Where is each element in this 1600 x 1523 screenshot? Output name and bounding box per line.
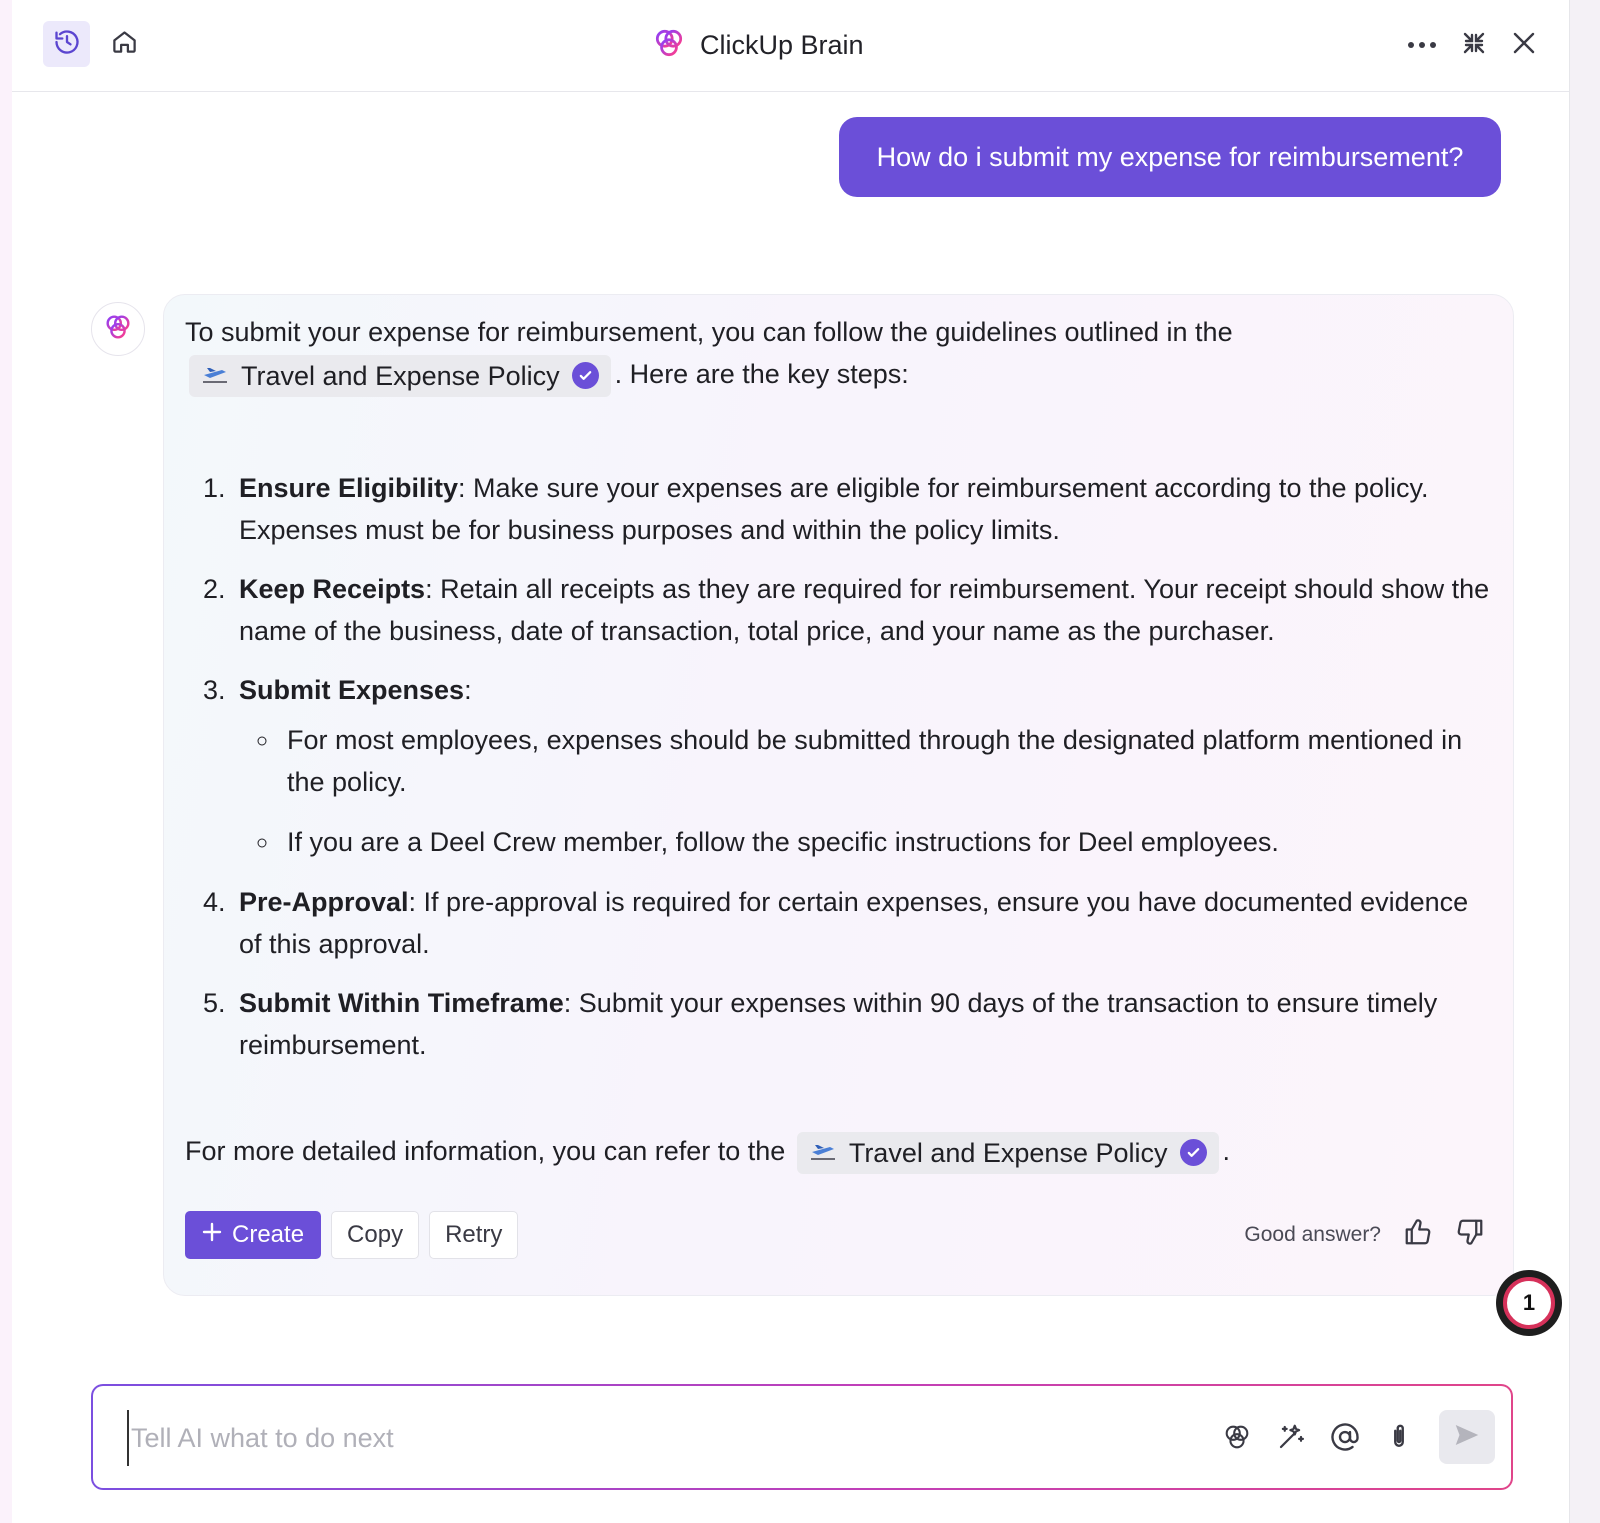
step-text: : If pre-approval is required for certain expenses, ensure you have documented evidence of this approval. [239,886,1469,959]
attach-icon[interactable] [1381,1419,1417,1455]
home-button[interactable] [104,21,144,67]
composer-inner [93,1386,1511,1488]
doc-chip[interactable] [189,355,611,397]
history-button[interactable] [43,21,90,67]
brain-logo-icon [103,312,133,347]
composer-tools [1219,1410,1495,1464]
response-actions [185,1211,518,1259]
create-button[interactable] [185,1211,321,1259]
retry-button[interactable]: Retry [429,1211,518,1259]
ai-response-body [185,311,1492,1174]
doc-chip[interactable] [797,1132,1219,1174]
list-item [233,568,1492,652]
home-icon [111,28,138,60]
panel-title [652,26,864,64]
ai-avatar [91,302,145,356]
close-icon [1512,31,1536,60]
step-text: : [464,674,472,705]
verified-badge-icon [572,362,599,389]
composer [91,1384,1513,1490]
list-item [233,669,1492,863]
list-item: ◦ If you are a Deel Crew member, follow the specific instructions for Deel employees. [281,821,1492,863]
intro-after-text: . Here are the key steps: [614,359,909,389]
panel-header [12,0,1569,92]
verified-badge-icon [1180,1139,1207,1166]
send-icon [1452,1420,1482,1455]
brain-icon[interactable] [1219,1419,1255,1455]
notification-badge[interactable] [1496,1270,1562,1336]
notification-count: 1 [1503,1277,1555,1329]
thumbs-down-icon[interactable] [1455,1217,1485,1253]
step-text: : Make sure your expenses are eligible for reimbursement according to the policy. Expenses must be for business purposes and within the policy limits. [239,472,1429,545]
step-title: Submit Within Timeframe [239,987,564,1018]
doc-chip-label: Travel and Expense Policy [241,360,560,391]
list-item: ◦ For most employees, expenses should be submitted through the designated platform mentioned in the policy. [281,719,1492,803]
travel-plane-icon [201,355,229,397]
collapse-icon [1462,31,1486,60]
step-title: Keep Receipts [239,573,426,604]
mention-icon[interactable] [1327,1419,1363,1455]
create-button-label: Create [232,1221,305,1248]
doc-chip-label: Travel and Expense Policy [848,1137,1168,1168]
list-item [233,982,1492,1066]
more-options-button[interactable] [1402,28,1442,62]
intro-text: To submit your expense for reimbursement, you can follow the guidelines outlined in the [185,317,1233,347]
app-title: ClickUp Brain [700,29,864,60]
more-horizontal-icon [1407,36,1437,54]
outro-after-text: . [1222,1135,1231,1166]
feedback-prompt: Good answer? [1244,1223,1381,1246]
ai-response-card [163,294,1514,1296]
close-button[interactable] [1506,28,1542,62]
list-item [233,881,1492,965]
ai-outro [185,1130,1492,1174]
step-title: Ensure Eligibility [239,472,459,503]
background-strip [1570,0,1600,1523]
brain-panel [12,0,1570,1523]
brain-logo-icon [652,26,686,65]
list-item [233,467,1492,551]
step-text: : Retain all receipts as they are required for reimbursement. Your receipt should show the name of the business, date of transaction, total price, and your name as the purchaser. [239,573,1490,646]
sparkles-icon[interactable] [1273,1419,1309,1455]
collapse-button[interactable] [1456,28,1492,62]
ai-intro [185,311,1492,397]
send-button[interactable] [1439,1410,1495,1464]
feedback-group [1244,1211,1485,1259]
steps-list [185,467,1492,1066]
user-message-bubble [839,117,1501,197]
travel-plane-icon [809,1132,837,1174]
prompt-input[interactable] [127,1410,1173,1466]
step-title: Pre-Approval [239,886,409,917]
plus-icon [202,1221,222,1249]
copy-button[interactable]: Copy [331,1211,419,1259]
history-icon [53,28,81,61]
outro-text: For more detailed information, you can refer to the [185,1135,786,1166]
user-message-text: How do i submit my expense for reimbursement? [876,141,1464,172]
step-text: : Submit your expenses within 90 days of the transaction to ensure timely reimbursement. [239,987,1438,1060]
sub-list [239,719,1492,863]
thumbs-up-icon[interactable] [1403,1217,1433,1253]
step-title: Submit Expenses [239,674,465,705]
